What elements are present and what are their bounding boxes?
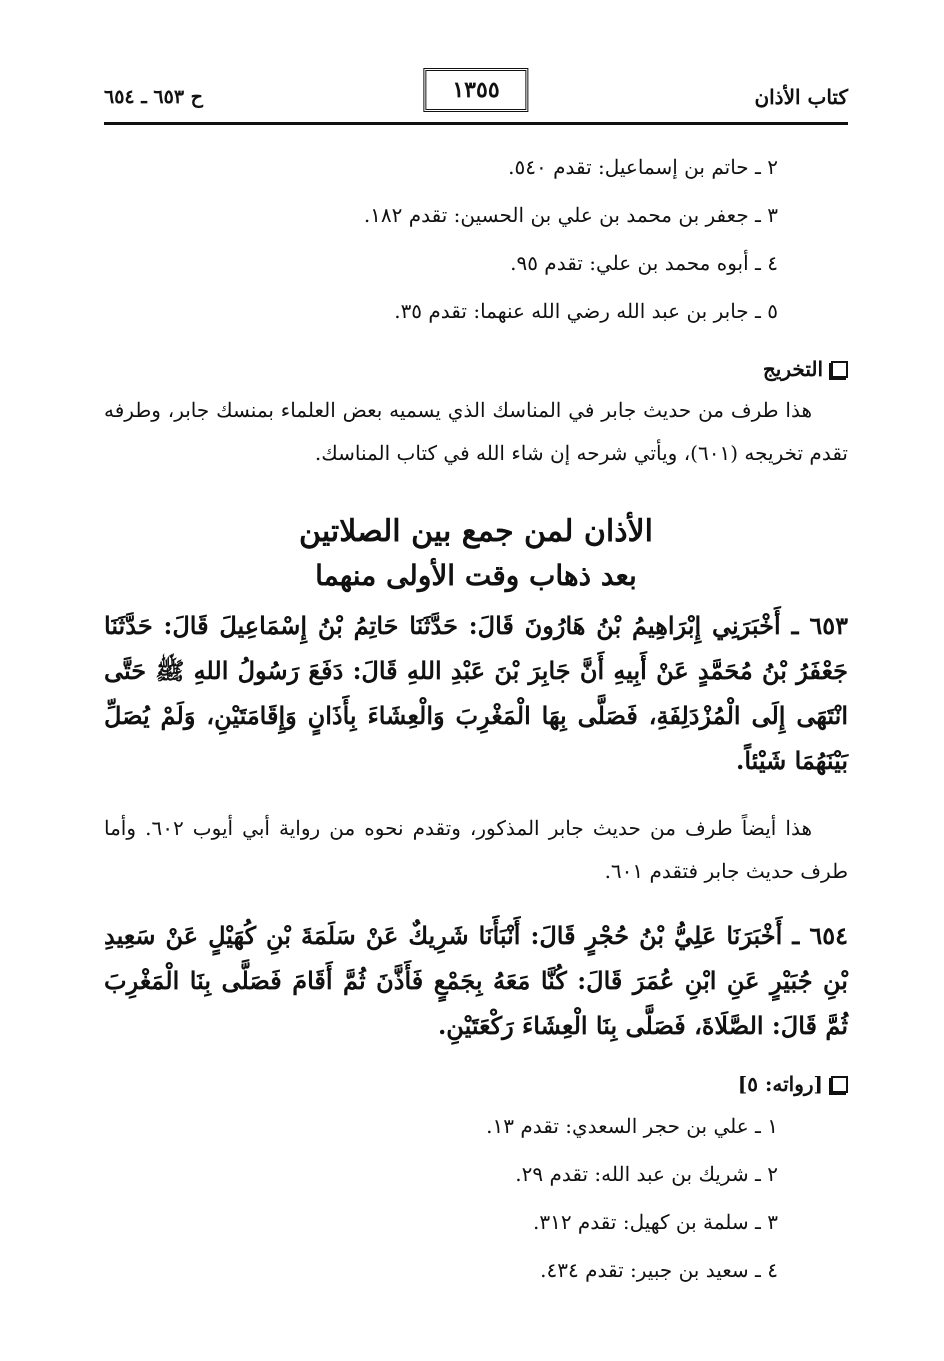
takhrij-heading-label: التخريج	[762, 357, 823, 381]
narrator-item: ٢ ـ شريك بن عبد الله: تقدم ٢٩.	[515, 1162, 778, 1186]
narrator-item: ٥ ـ جابر بن عبد الله رضي الله عنهما: تقدم ٣٥.	[394, 299, 778, 323]
narrator-item: ٤ ـ أبوه محمد بن علي: تقدم ٩٥.	[510, 251, 778, 275]
narrators-list-top	[104, 143, 778, 335]
narrator-item: ٤ ـ سعيد بن جبير: تقدم ٤٣٤.	[540, 1258, 778, 1282]
narrator-item: ٣ ـ سلمة بن كهيل: تقدم ٣١٢.	[532, 1210, 778, 1234]
chapter-title-line2: بعد ذهاب وقت الأولى منهما	[315, 559, 637, 592]
hadith-range: ح ٦٥٣ ـ ٦٥٤	[104, 86, 203, 108]
narrators-list-bottom	[104, 1102, 778, 1294]
takhrij-heading	[104, 357, 848, 381]
takhrij-text: هذا طرف من حديث جابر في المناسك الذي يسميه بعض العلماء بمنسك جابر، وطرفه تقدم تخريجه (٦٠١)، ويأتي شرحه إن شاء الله في كتاب المناسك.	[104, 398, 848, 465]
page-header	[104, 60, 848, 125]
hadith-653: ٦٥٣ ـ أَخْبَرَنِي إِبْرَاهِيمُ بْنُ هَارُونَ قَالَ: حَدَّثَنَا حَاتِمُ بْنُ إِسْمَاعِيلَ قَالَ: حَدَّثَنَا جَعْفَرُ بْنُ مُحَمَّدٍ عَنْ أَبِيهِ أَنَّ جَابِرَ بْنَ عَبْدِ اللهِ قَالَ: دَفَعَ رَسُولُ اللهِ ﷺ حَتَّى انْتَهَى إِلَى الْمُزْدَلِفَةِ، فَصَلَّى بِهَا الْمَغْرِبَ وَالْعِشَاءَ بِأَذَانٍ وَإِقَامَتَيْنِ، وَلَمْ يُصَلِّ بَيْنَهُمَا شَيْئاً.	[104, 611, 848, 775]
book-title: كتاب الأذان	[754, 85, 848, 109]
hadith-654: ٦٥٤ ـ أَخْبَرَنَا عَلِيُّ بْنُ حُجْرٍ قَالَ: أَنْبَأَنَا شَرِيكٌ عَنْ سَلَمَةَ بْنِ كُهَيْلٍ عَنْ سَعِيدِ بْنِ جُبَيْرٍ عَنِ ابْنِ عُمَرَ قَالَ: كُنَّا مَعَهُ بِجَمْعٍ فَأَذَّنَ ثُمَّ أَقَامَ فَصَلَّى بِنَا الْمَغْرِبَ ثُمَّ قَالَ: الصَّلَاةَ، فَصَلَّى بِنَا الْعِشَاءَ رَكْعَتَيْنِ.	[104, 921, 848, 1040]
checkbox-square-icon	[831, 361, 848, 378]
page-number: ١٣٥٥	[423, 68, 528, 112]
ruwat-heading	[104, 1072, 848, 1096]
checkbox-square-icon	[831, 1076, 848, 1093]
chapter-title	[104, 509, 848, 597]
narrator-item: ١ ـ علي بن حجر السعدي: تقدم ١٣.	[486, 1114, 778, 1138]
chapter-title-line1: الأذان لمن جمع بين الصلاتين	[299, 514, 653, 549]
ruwat-heading-label: [رواته: ٥]	[737, 1072, 823, 1096]
narrator-item: ٣ ـ جعفر بن محمد بن علي بن الحسين: تقدم ١٨٢.	[363, 203, 778, 227]
narrator-item: ٢ ـ حاتم بن إسماعيل: تقدم ٥٤٠.	[508, 155, 778, 179]
hadith-653-note: هذا أيضاً طرف من حديث جابر المذكور، وتقدم نحوه من رواية أبي أيوب ٦٠٢. وأما طرف حديث جابر فتقدم ٦٠١.	[104, 816, 848, 883]
